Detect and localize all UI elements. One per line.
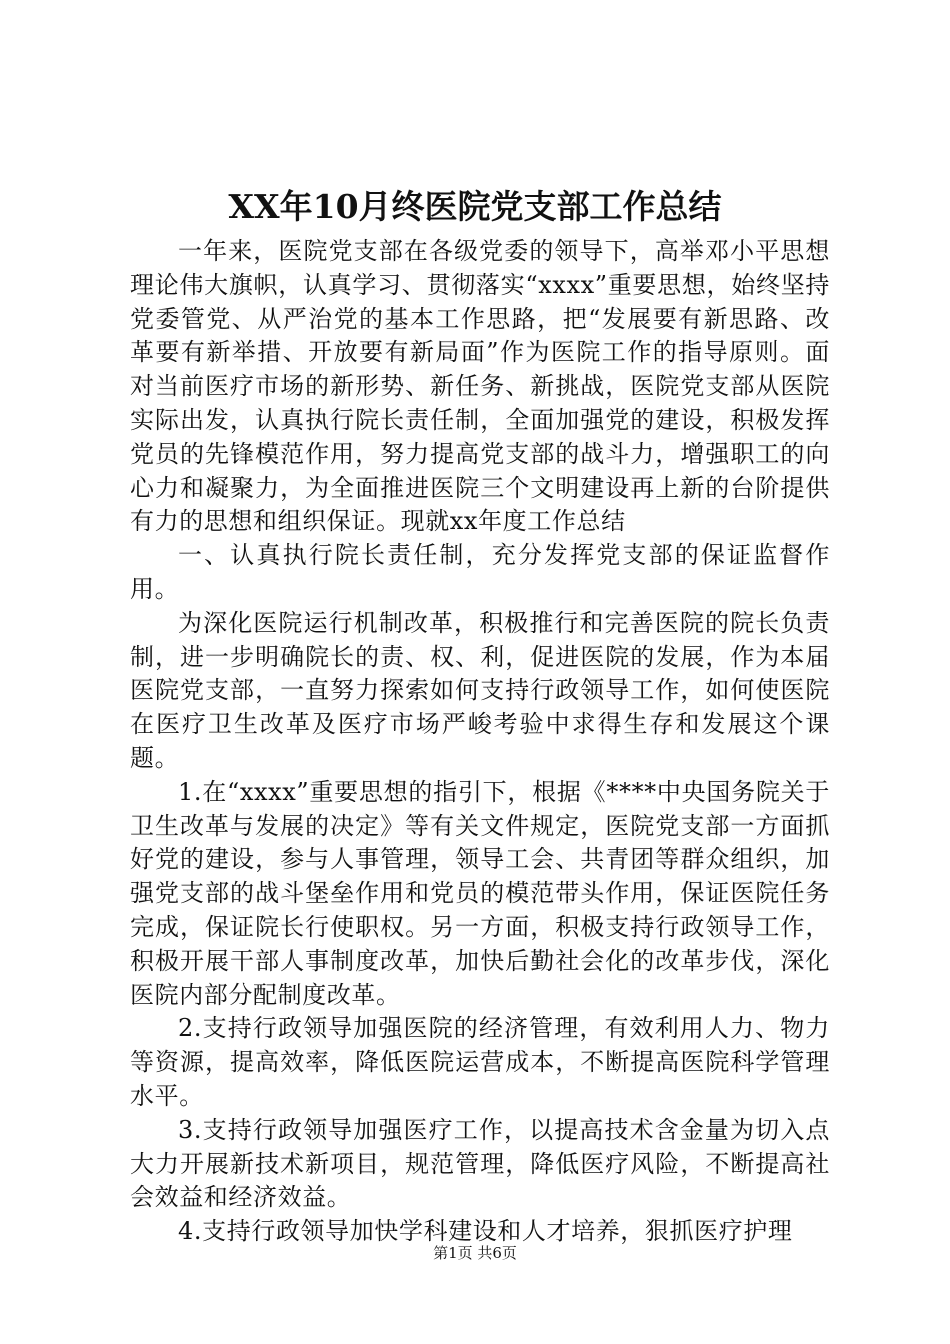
document-title: XX年10月终医院党支部工作总结 [228, 187, 722, 226]
paragraph-section-1: 为深化医院运行机制改革，积极推行和完善医院的院长负责制，进一步明确院长的责、权、利，促进医院的发展，作为本届医院党支部，一直努力探索如何支持行政领导工作，如何使医院在医疗卫生改革及医疗市场严峻考验中求得生存和发展这个课题。 [130, 608, 830, 772]
page-footer: 第1页 共6页 [433, 1244, 517, 1262]
list-item-3: 3.支持行政领导加强医疗工作，以提高技术含金量为切入点大力开展新技术新项目，规范管理，降低医疗风险，不断提高社会效益和经济效益。 [130, 1115, 830, 1212]
section-heading-1: 一、认真执行院长责任制，充分发挥党支部的保证监督作用。 [130, 541, 830, 603]
paragraph-intro: 一年来，医院党支部在各级党委的领导下，高举邓小平思想理论伟大旗帜，认真学习、贯彻落实“xxxx”重要思想，始终坚持党委管党、从严治党的基本工作思路，把“发展要有新思路、改革要有新举措、开放要有新局面”作为医院工作的指导原则。面对当前医疗市场的新形势、新任务、新挑战，医院党支部从医院实际出发，认真执行院长责任制，全面加强党的建设，积极发挥党员的先锋模范作用，努力提高党支部的战斗力，增强职工的向心力和凝聚力，为全面推进医院三个文明建设再上新的台阶提供有力的思想和组织保证。现就xx年度工作总结 [130, 237, 830, 536]
list-item-1: 1.在“xxxx”重要思想的指引下，根据《****中央国务院关于卫生改革与发展的决定》等有关文件规定，医院党支部一方面抓好党的建设，参与人事管理，领导工会、共青团等群众组织，加强党支部的战斗堡垒作用和党员的模范带头作用，保证医院任务完成，保证院长行使职权。另一方面，积极支持行政领导工作，积极开展干部人事制度改革，加快后勤社会化的改革步伐，深化医院内部分配制度改革。 [130, 777, 830, 1009]
document-body [130, 235, 830, 1249]
list-item-2: 2.支持行政领导加强医院的经济管理，有效利用人力、物力等资源，提高效率，降低医院运营成本，不断提高医院科学管理水平。 [130, 1014, 830, 1110]
list-item-4: 4.支持行政领导加快学科建设和人才培养，狠抓医疗护理 [178, 1217, 793, 1246]
